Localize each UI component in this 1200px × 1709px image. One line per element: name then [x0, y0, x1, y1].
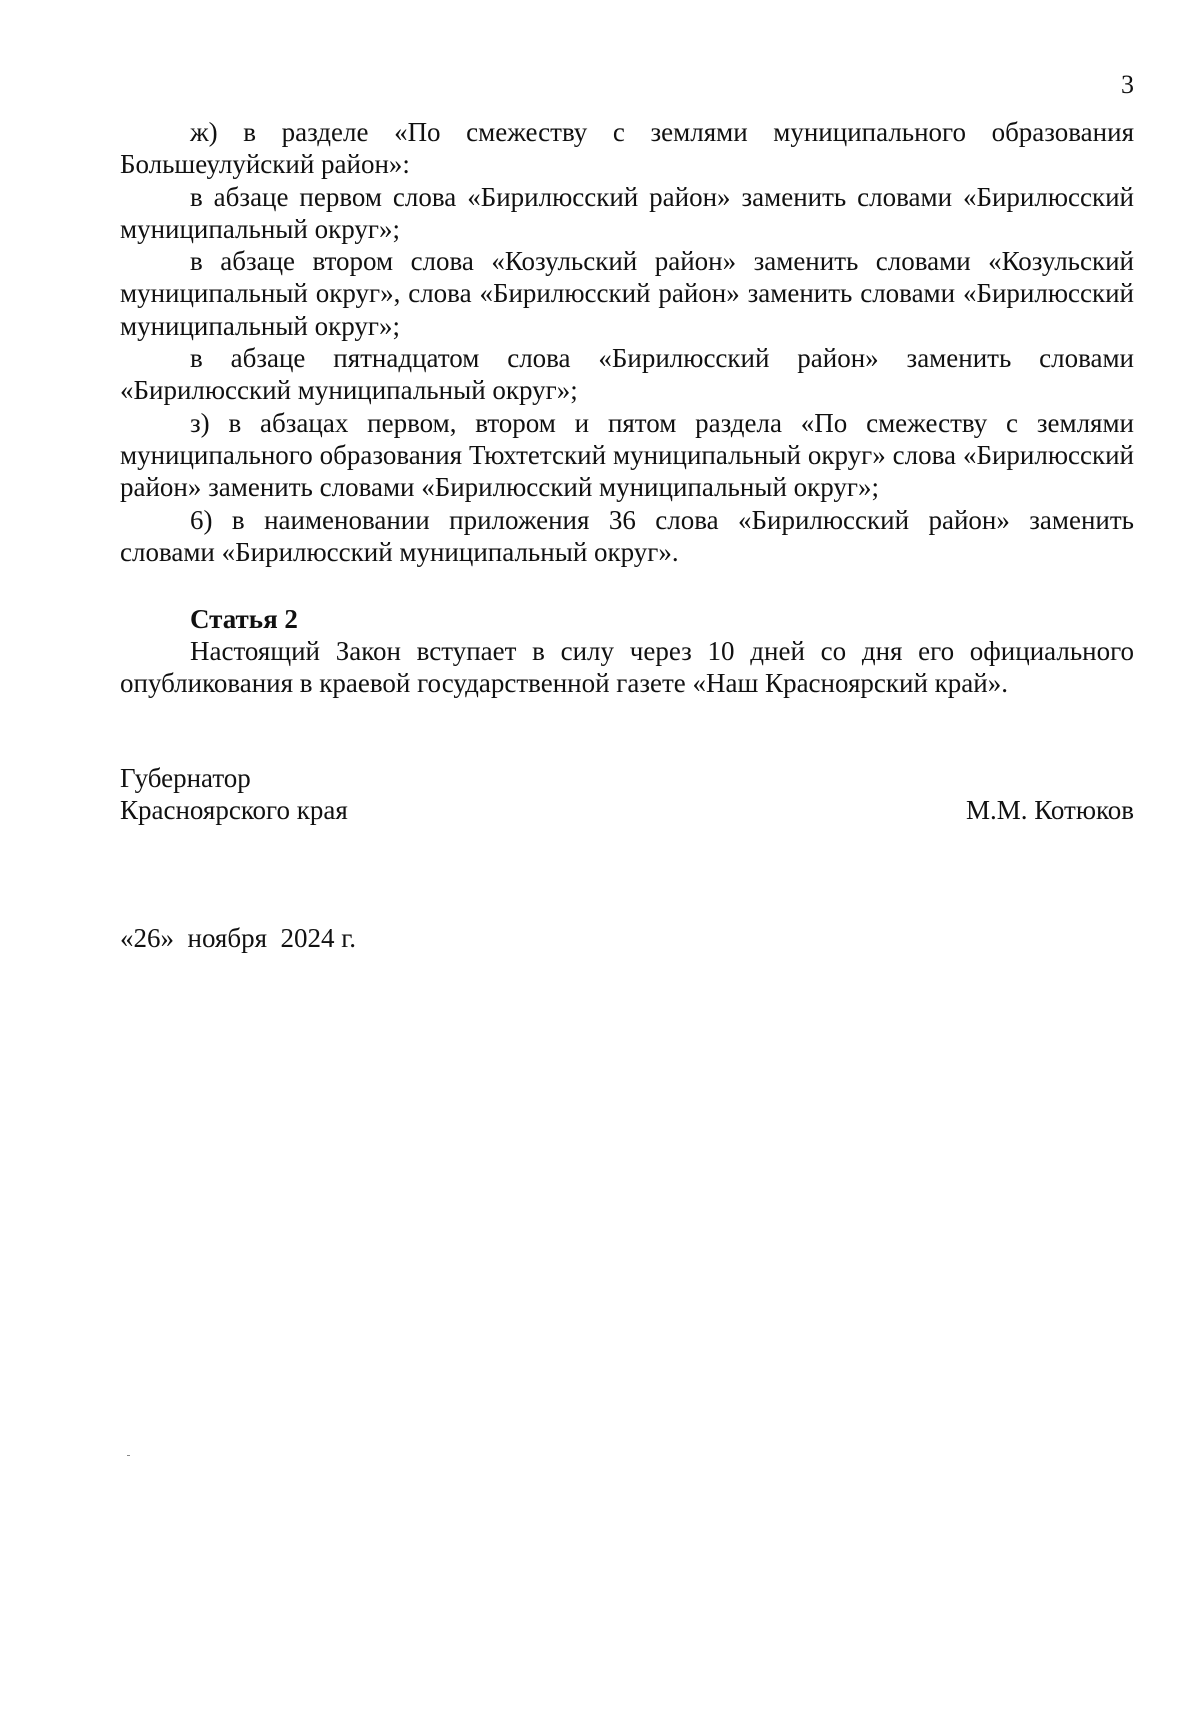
amendment-item-z: з) в абзацах первом, втором и пятом раздела «По смежеству с землями муниципального образования Тюхтетский муниципальный округ» слова «Бирилюсский район» заменить словами «Бирилюсский муниципальный округ»; [120, 407, 1134, 503]
amendment-item-paragraph-15: в абзаце пятнадцатом слова «Бирилюсский район» заменить словами «Бирилюсский муниципальный округ»; [120, 343, 1134, 406]
page-number: 3 [1121, 70, 1134, 99]
signer-title-line-2: Красноярского края [120, 795, 348, 825]
signer-title-line-1: Губернатор [120, 763, 251, 793]
article-2-text: Настоящий Закон вступает в силу через 10 дней со дня его официального опубликования в краевой государственной газете «Наш Красноярский край». [120, 636, 1134, 699]
article-2-body [120, 635, 1134, 700]
article-2-heading: Статья 2 [190, 604, 298, 634]
amendment-item-zh: ж) в разделе «По смежеству с землями муниципального образования Большеулуйский район»: [120, 117, 1134, 180]
amendment-item-paragraph-1: в абзаце первом слова «Бирилюсский район» заменить словами «Бирилюсский муниципальный округ»; [120, 181, 1134, 244]
amendments-list [120, 116, 1134, 568]
signature-block [120, 762, 1134, 826]
amendment-item-paragraph-2: в абзаце втором слова «Козульский район» заменить словами «Козульский муниципальный округ», слова «Бирилюсский район» заменить словами «Бирилюсский муниципальный округ»; [120, 246, 1134, 341]
signing-date: «26» ноября 2024 г. [120, 923, 357, 953]
signer-name: М.М. Котюков [965, 795, 1134, 825]
amendment-item-6: 6) в наименовании приложения 36 слова «Бирилюсский район» заменить словами «Бирилюсский муниципальный округ». [120, 504, 1134, 567]
scan-artifact [127, 1455, 130, 1456]
